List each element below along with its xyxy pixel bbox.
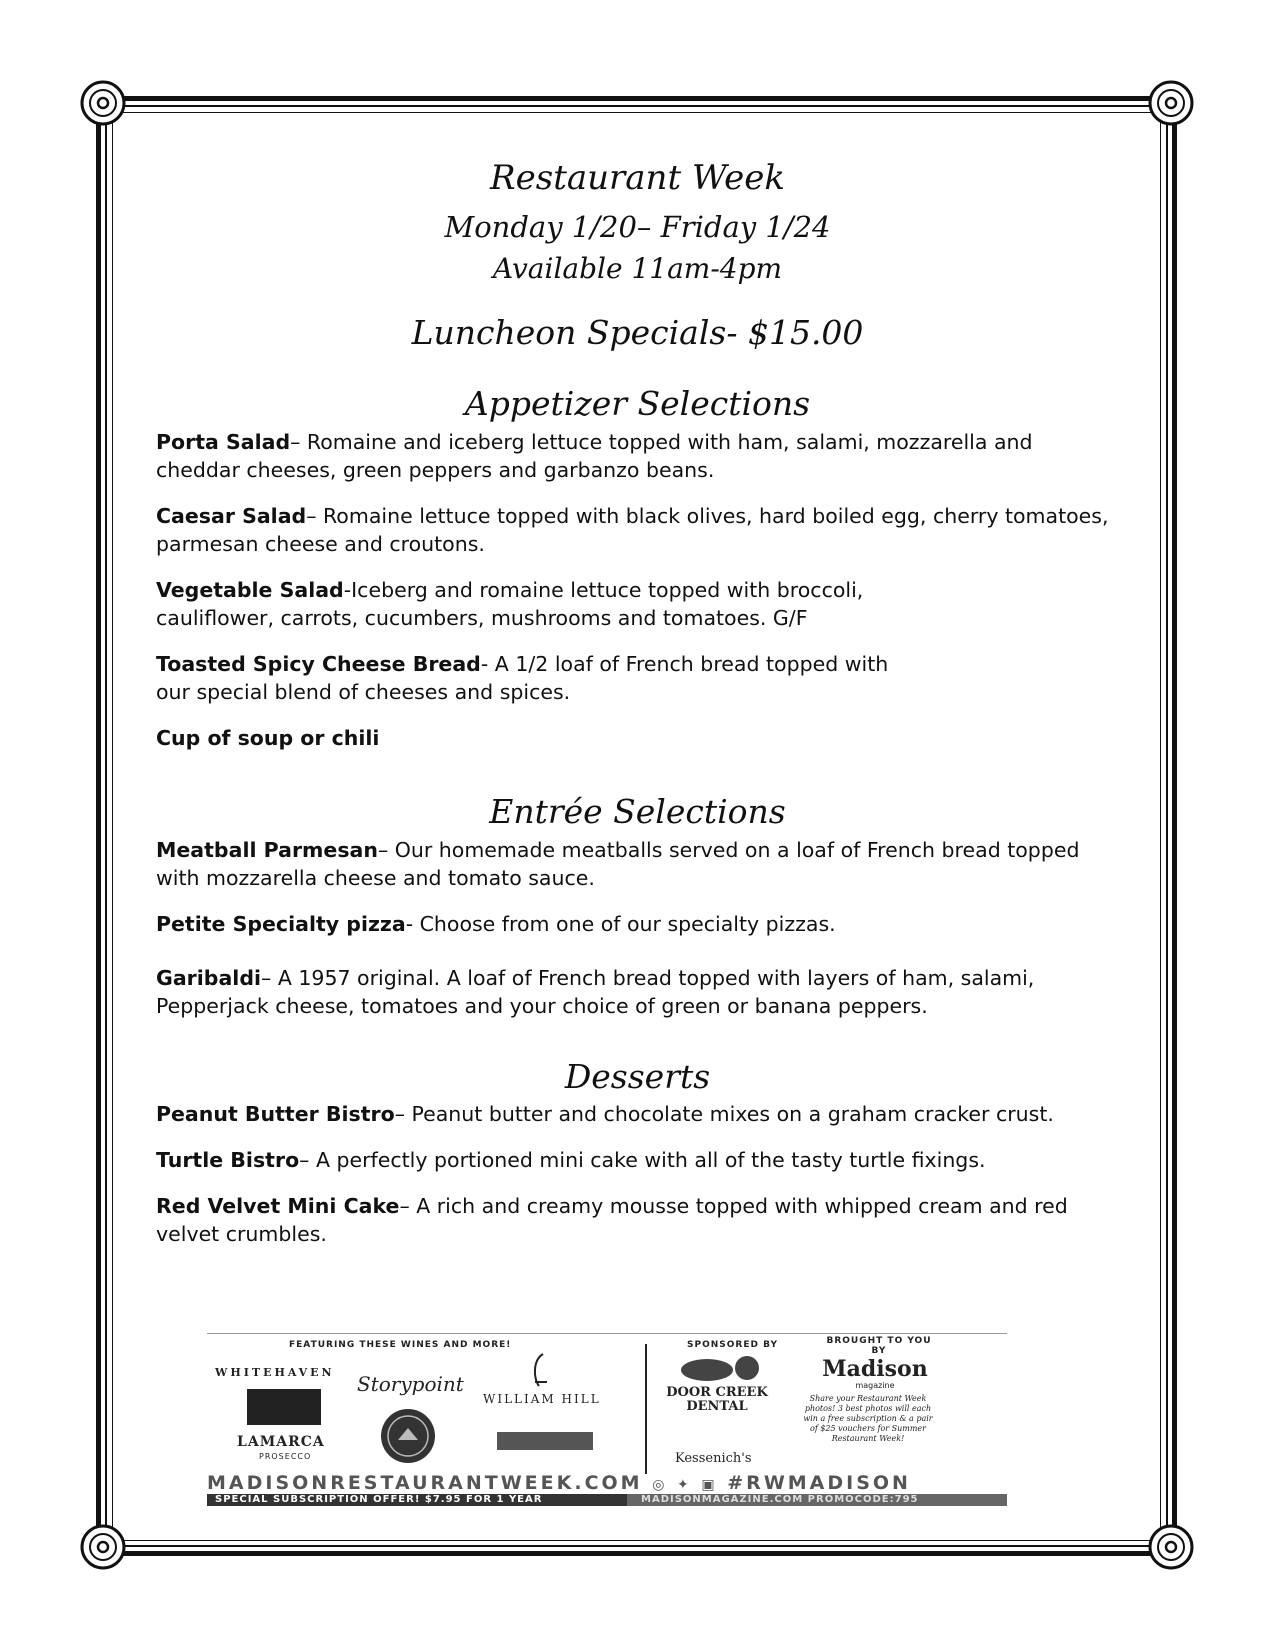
item-name: Caesar Salad bbox=[156, 504, 307, 528]
menu-item bbox=[156, 910, 1116, 938]
promo-code: MADISONMAGAZINE.COM PROMOCODE:795 bbox=[641, 1494, 919, 1505]
item-name: Cup of soup or chili bbox=[156, 726, 380, 750]
item-separator: - bbox=[343, 578, 352, 602]
item-description: Romaine and iceberg lettuce topped with ham, salami, mozzarella and cheddar cheeses, green peppers and garbanzo beans. bbox=[156, 430, 1033, 482]
item-name: Meatball Parmesan bbox=[156, 838, 378, 862]
item-description: Peanut butter and chocolate mixes on a graham cracker crust. bbox=[411, 1102, 1054, 1126]
availability-hours: Available 11am-4pm bbox=[492, 252, 783, 285]
item-description: Romaine lettuce topped with black olives, hard boiled egg, cherry tomatoes, parmesan cheese and croutons. bbox=[156, 504, 1109, 556]
appetizer-list bbox=[156, 428, 1116, 770]
item-separator: – bbox=[261, 966, 278, 990]
kessenichs-logo: Kessenich's bbox=[675, 1451, 752, 1466]
photo-contest-note: Share your Restaurant Week photos! 3 best photos will each win a free subscription & a pair of $25 vouchers for Summer Restaurant Week! bbox=[803, 1394, 933, 1443]
sponsor-banner bbox=[207, 1333, 1007, 1504]
item-description: Choose from one of our specialty pizzas. bbox=[419, 912, 836, 936]
item-separator: – bbox=[377, 838, 395, 862]
item-separator: – bbox=[399, 1194, 417, 1218]
item-separator: – bbox=[394, 1102, 412, 1126]
item-name: Toasted Spicy Cheese Bread bbox=[156, 652, 481, 676]
item-separator: - bbox=[480, 652, 495, 676]
menu-item bbox=[156, 1192, 1116, 1248]
item-name: Petite Specialty pizza bbox=[156, 912, 406, 936]
leaf-logo-icon bbox=[677, 1354, 767, 1384]
sponsored-label: SPONSORED BY bbox=[687, 1340, 778, 1350]
event-dates: Monday 1/20– Friday 1/24 bbox=[444, 210, 831, 244]
item-name: Red Velvet Mini Cake bbox=[156, 1194, 400, 1218]
item-name: Porta Salad bbox=[156, 430, 291, 454]
whitehaven-logo: WHITEHAVEN bbox=[215, 1366, 335, 1379]
menu-item bbox=[156, 428, 1116, 484]
wine-label-logo bbox=[247, 1389, 321, 1425]
item-name: Turtle Bistro bbox=[156, 1148, 300, 1172]
lamarca-sub: PROSECCO bbox=[259, 1452, 312, 1461]
hashtag: #RWMADISON bbox=[727, 1472, 911, 1494]
menu-item bbox=[156, 1100, 1116, 1128]
crest-logo-icon bbox=[363, 1406, 453, 1466]
item-description: A 1/2 loaf of French bread topped with our special blend of cheeses and spices. bbox=[156, 652, 889, 704]
item-description: A 1957 original. A loaf of French bread topped with layers of ham, salami, Pepperjack cheese, tomatoes and your choice of green or banana peppers. bbox=[156, 966, 1035, 1018]
instagram-icon: ◎ bbox=[652, 1477, 668, 1493]
madison-magazine-logo: Madison bbox=[822, 1356, 928, 1382]
menu-item bbox=[156, 964, 1116, 1020]
corner-ornament-icon bbox=[80, 1524, 126, 1570]
entree-list bbox=[156, 836, 1116, 1038]
item-description: A perfectly portioned mini cake with all of the tasty turtle fixings. bbox=[315, 1148, 986, 1172]
item-separator: - bbox=[405, 912, 420, 936]
item-description: Our homemade meatballs served on a loaf of French bread topped with mozzarella cheese and tomato sauce. bbox=[156, 838, 1080, 890]
item-name: Peanut Butter Bistro bbox=[156, 1102, 395, 1126]
william-hill-icon bbox=[527, 1352, 553, 1388]
featuring-label: FEATURING THESE WINES AND MORE! bbox=[289, 1340, 512, 1350]
storypoint-logo: Storypoint bbox=[357, 1372, 464, 1396]
dessert-heading: Desserts bbox=[564, 1057, 711, 1096]
william-hill-logo: WILLIAM HILL bbox=[483, 1392, 601, 1406]
menu-item bbox=[156, 836, 1116, 892]
magazine-sub: magazine bbox=[855, 1381, 895, 1390]
item-name: Vegetable Salad bbox=[156, 578, 344, 602]
menu-item bbox=[156, 650, 916, 706]
corner-ornament-icon bbox=[80, 80, 126, 126]
dessert-list bbox=[156, 1100, 1116, 1266]
item-separator: – bbox=[299, 1148, 316, 1172]
menu-item bbox=[156, 502, 1116, 558]
offer-bar bbox=[207, 1494, 1007, 1506]
twitter-icon: ✦ bbox=[677, 1477, 692, 1493]
wine-bar-logo bbox=[497, 1432, 593, 1450]
menu-item bbox=[156, 724, 1116, 752]
item-description: Iceberg and romaine lettuce topped with broccoli, cauliflower, carrots, cucumbers, mushrooms and tomatoes. G/F bbox=[156, 578, 864, 630]
luncheon-price: Luncheon Specials- $15.00 bbox=[411, 313, 864, 352]
item-separator: – bbox=[290, 430, 307, 454]
door-creek-logo: DOOR CREEK DENTAL bbox=[666, 1385, 768, 1414]
appetizer-heading: Appetizer Selections bbox=[464, 384, 811, 423]
item-name: Garibaldi bbox=[156, 966, 262, 990]
item-description: A rich and creamy mousse topped with whipped cream and red velvet crumbles. bbox=[156, 1194, 1068, 1246]
lamarca-logo: LAMARCA bbox=[237, 1434, 325, 1450]
menu-item bbox=[156, 1146, 1116, 1174]
menu-item bbox=[156, 576, 876, 632]
website-url[interactable]: MADISONRESTAURANTWEEK.COM bbox=[207, 1472, 643, 1494]
facebook-icon: ▣ bbox=[701, 1477, 718, 1493]
entree-heading: Entrée Selections bbox=[489, 792, 786, 831]
subscription-offer: SPECIAL SUBSCRIPTION OFFER! $7.95 FOR 1 YEAR bbox=[207, 1494, 627, 1506]
page-title: Restaurant Week bbox=[490, 158, 785, 198]
corner-ornament-icon bbox=[1148, 80, 1194, 126]
item-separator: – bbox=[306, 504, 323, 528]
brought-label: BROUGHT TO YOU BY bbox=[826, 1336, 932, 1356]
corner-ornament-icon bbox=[1148, 1524, 1194, 1570]
website-bar bbox=[207, 1472, 1007, 1492]
